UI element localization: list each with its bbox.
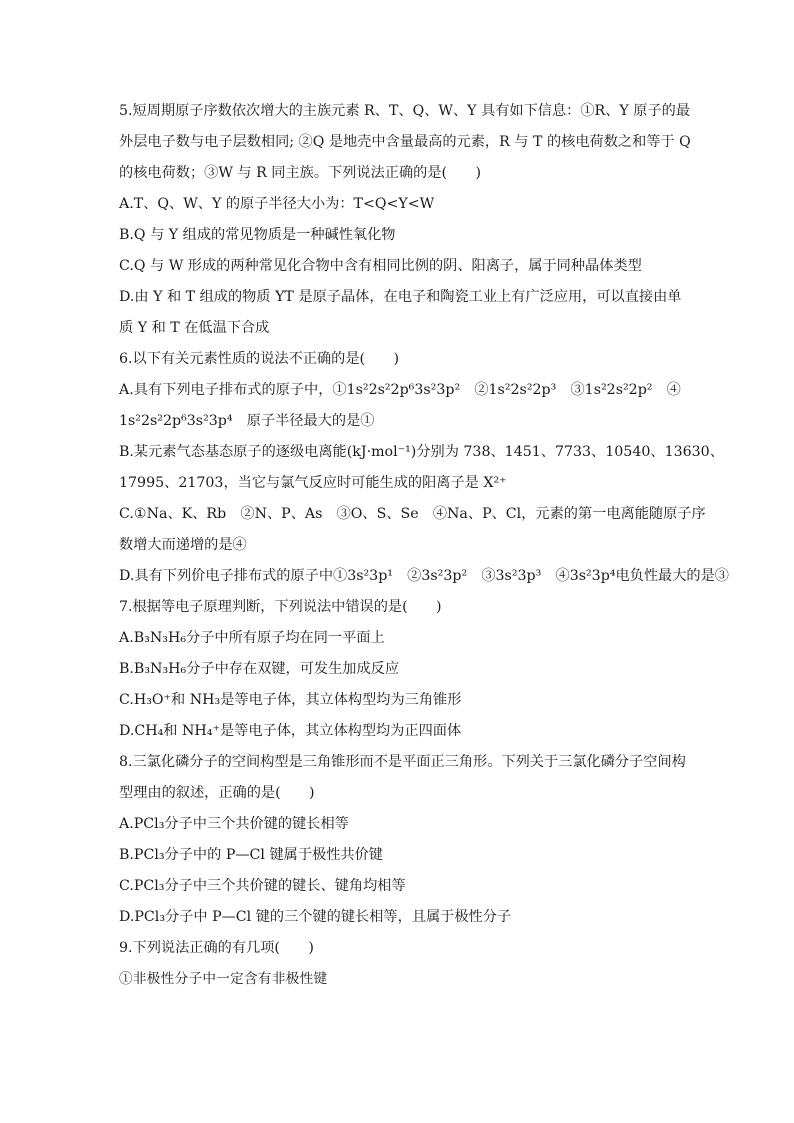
text-line: B.某元素气态基态原子的逐级电离能(kJ·mol⁻¹)分别为 738、1451、7733、10540、13630、 [119,444,724,460]
text-line: B.B₃N₃H₆分子中存在双键，可发生加成反应 [119,661,400,677]
text-line: B.PCl₃分子中的 P—Cl 键属于极性共价键 [119,847,383,863]
question-text [119,96,729,995]
text-line: D.具有下列价电子排布式的原子中①3s²3p¹ ②3s²3p² ③3s²3p³ ④3s²3p⁴电负性最大的是③ [119,568,729,584]
text-line: 外层电子数与电子层数相同; ②Q 是地壳中含量最高的元素，R 与 T 的核电荷数之和等于 Q [119,134,691,150]
text-line: 型理由的叙述，正确的是( ) [119,785,315,801]
text-line: C.PCl₃分子中三个共价键的键长、键角均相等 [119,878,406,894]
text-line: 1s²2s²2p⁶3s²3p⁴ 原子半径最大的是① [119,413,375,429]
text-line: B.Q 与 Y 组成的常见物质是一种碱性氧化物 [119,227,396,243]
text-line: 8.三氯化磷分子的空间构型是三角锥形而不是平面正三角形。下列关于三氯化磷分子空间构 [119,754,686,770]
text-line: A.具有下列电子排布式的原子中，①1s²2s²2p⁶3s²3p² ②1s²2s²2p³ ③1s²2s²2p² ④ [119,382,681,398]
text-line: D.由 Y 和 T 组成的物质 YT 是原子晶体，在电子和陶瓷工业上有广泛应用，可以直接由单 [119,289,682,305]
text-line: 9.下列说法正确的有几项( ) [119,940,314,956]
text-line: 数增大而递增的是④ [119,537,247,553]
text-line: C.①Na、K、Rb ②N、P、As ③O、S、Se ④Na、P、Cl，元素的第一电离能随原子序 [119,506,706,522]
text-line: C.Q 与 W 形成的两种常见化合物中含有相同比例的阴、阳离子，属于同种晶体类型 [119,258,642,274]
text-line: A.PCl₃分子中三个共价键的键长相等 [119,816,349,832]
text-line: A.B₃N₃H₆分子中所有原子均在同一平面上 [119,630,385,646]
text-line: 6.以下有关元素性质的说法不正确的是( ) [119,351,399,367]
text-line: 7.根据等电子原理判断，下列说法中错误的是( ) [119,599,442,615]
text-line: 5.短周期原子序数依次增大的主族元素 R、T、Q、W、Y 具有如下信息：①R、Y 原子的最 [119,103,691,119]
text-line: 的核电荷数；③W 与 R 同主族。下列说法正确的是( ) [119,165,481,181]
text-line: 质 Y 和 T 在低温下合成 [119,320,270,336]
text-line: A.T、Q、W、Y 的原子半径大小为：T<Q<Y<W [119,196,435,212]
text-line: 17995、21703，当它与氯气反应时可能生成的阳离子是 X²⁺ [119,475,507,491]
text-line: ①非极性分子中一定含有非极性键 [119,971,328,987]
text-line: C.H₃O⁺和 NH₃是等电子体，其立体构型均为三角锥形 [119,692,462,708]
text-line: D.PCl₃分子中 P—Cl 键的三个键的键长相等，且属于极性分子 [119,909,512,925]
text-line: D.CH₄和 NH₄⁺是等电子体，其立体构型均为正四面体 [119,723,462,739]
